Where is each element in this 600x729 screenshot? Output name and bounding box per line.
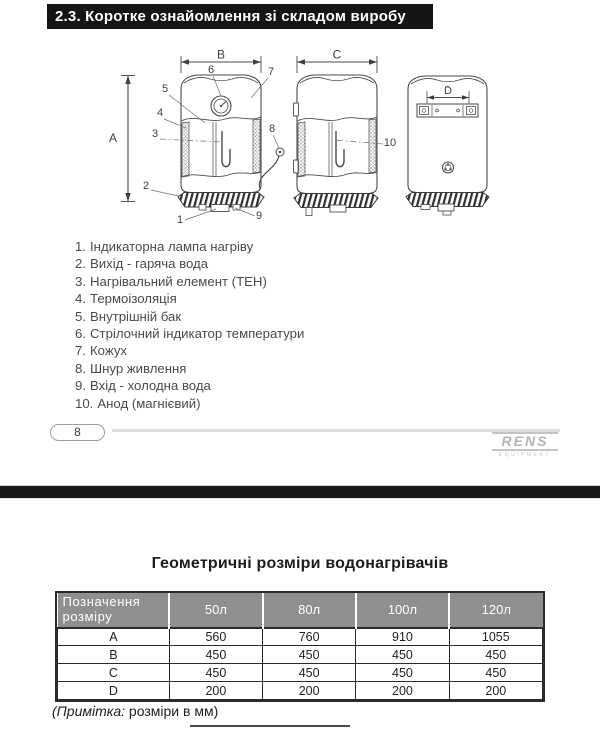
dim-value: 450 xyxy=(263,664,356,682)
dimensions-table-wrap xyxy=(55,591,545,702)
list-item xyxy=(75,360,304,377)
indicator-lamp-housing xyxy=(211,205,229,212)
dim-value: 450 xyxy=(169,664,262,682)
part-number: 1. xyxy=(75,239,86,254)
mounting-bracket xyxy=(417,104,478,117)
insulation-band xyxy=(182,122,189,177)
part-label: Вихід - гаряча вода xyxy=(90,256,209,272)
table-title: Геометричні розміри водонагрівачів xyxy=(151,555,449,572)
page-divider-bar xyxy=(0,485,600,499)
col-header-100l: 100л xyxy=(356,593,449,628)
row-label: B xyxy=(58,646,170,664)
part-number: 4. xyxy=(75,291,86,307)
part-number: 8. xyxy=(75,360,86,376)
dim-value: 200 xyxy=(356,682,449,700)
dimension-c xyxy=(297,48,377,74)
logo-subtext: EQUIPMENT xyxy=(498,452,552,458)
dim-value: 200 xyxy=(449,682,542,700)
note-text: розміри в мм) xyxy=(125,703,219,719)
anode-and-element xyxy=(336,131,344,167)
dimension-b xyxy=(181,48,261,74)
logo-wordmark: RENS xyxy=(492,432,558,451)
note-label: (Примітка: xyxy=(52,703,126,719)
part-label: Нагрівальний елемент (ТЕН) xyxy=(90,273,267,289)
callout-10: 10 xyxy=(383,137,397,149)
col-header-80l: 80л xyxy=(263,593,356,628)
part-label: Вхід - холодна вода xyxy=(90,378,211,394)
note-underline xyxy=(190,725,350,727)
back-view-drawing xyxy=(406,76,489,215)
list-item xyxy=(75,273,304,290)
part-label: Анод (магнієвий) xyxy=(97,395,201,411)
part-label: Внутрішній бак xyxy=(90,308,182,324)
part-label: Шнур живлення xyxy=(90,360,187,376)
power-cord xyxy=(259,148,284,189)
dim-value: 910 xyxy=(356,628,449,646)
dim-value: 450 xyxy=(449,646,542,664)
callout-2: 2 xyxy=(142,180,150,192)
dim-value: 450 xyxy=(356,664,449,682)
part-label: Індикаторна лампа нагріву xyxy=(90,239,254,254)
callout-8: 8 xyxy=(268,123,276,135)
part-number: 5. xyxy=(75,308,86,324)
mount-tab xyxy=(294,103,299,116)
dim-value: 450 xyxy=(356,646,449,664)
row-label: D xyxy=(58,682,170,700)
dimensions-table xyxy=(57,593,543,700)
callout-1: 1 xyxy=(176,214,184,226)
table-row xyxy=(58,628,543,646)
dim-value: 450 xyxy=(263,646,356,664)
dim-label-c: C xyxy=(332,47,342,62)
drain-knob xyxy=(443,162,454,173)
part-number: 7. xyxy=(75,343,86,359)
dimension-d xyxy=(427,85,469,104)
row-label: C xyxy=(58,664,170,682)
section-header-title: 2.3. Коротке ознайомлення зі складом виробу xyxy=(55,8,406,25)
part-number: 10. xyxy=(75,395,94,411)
list-item xyxy=(75,342,304,359)
col-header-designation: Позначення розміру xyxy=(58,593,170,628)
dim-value: 560 xyxy=(169,628,262,646)
list-item xyxy=(75,377,304,394)
callout-7: 7 xyxy=(267,66,275,78)
list-item xyxy=(75,238,304,255)
dim-value: 450 xyxy=(449,664,542,682)
dim-label-b: B xyxy=(216,47,226,62)
part-label: Кожух xyxy=(90,343,128,359)
dim-label-a: A xyxy=(108,131,118,145)
callout-5: 5 xyxy=(161,83,169,95)
dim-value: 200 xyxy=(169,682,262,700)
callout-4: 4 xyxy=(156,107,164,119)
page-number-badge: 8 xyxy=(50,424,105,441)
part-number: 9. xyxy=(75,378,86,394)
dim-value: 200 xyxy=(263,682,356,700)
part-number: 3. xyxy=(75,273,86,289)
part-label: Стрілочний індикатор температури xyxy=(90,326,305,342)
table-row xyxy=(58,646,543,664)
section-header-bar xyxy=(47,4,433,29)
dim-value: 1055 xyxy=(449,628,542,646)
dimension-a xyxy=(109,76,135,202)
list-item xyxy=(75,255,304,272)
callout-3: 3 xyxy=(151,128,159,140)
list-item xyxy=(75,325,304,342)
part-number: 2. xyxy=(75,256,86,272)
table-row xyxy=(58,664,543,682)
table-row xyxy=(58,682,543,700)
temperature-gauge xyxy=(211,96,231,116)
part-label: Термоізоляція xyxy=(90,291,177,307)
col-header-120l: 120л xyxy=(449,593,542,628)
heating-element xyxy=(222,131,230,167)
dim-value: 760 xyxy=(263,628,356,646)
list-item xyxy=(75,308,304,325)
dim-value: 450 xyxy=(169,646,262,664)
callout-6: 6 xyxy=(207,64,215,76)
callout-9: 9 xyxy=(255,210,263,222)
list-item xyxy=(75,395,304,412)
table-header-row xyxy=(58,593,543,628)
parts-list xyxy=(75,238,304,412)
insulation-band xyxy=(253,119,260,173)
list-item xyxy=(75,290,304,307)
front-view-drawing xyxy=(109,48,284,227)
side-view-drawing xyxy=(294,48,397,216)
part-number: 6. xyxy=(75,326,86,342)
row-label: A xyxy=(58,628,170,646)
rens-logo xyxy=(492,432,558,458)
col-header-50l: 50л xyxy=(169,593,262,628)
table-note xyxy=(52,703,218,719)
water-heater-diagram xyxy=(0,45,600,237)
dim-label-d: D xyxy=(444,85,452,97)
